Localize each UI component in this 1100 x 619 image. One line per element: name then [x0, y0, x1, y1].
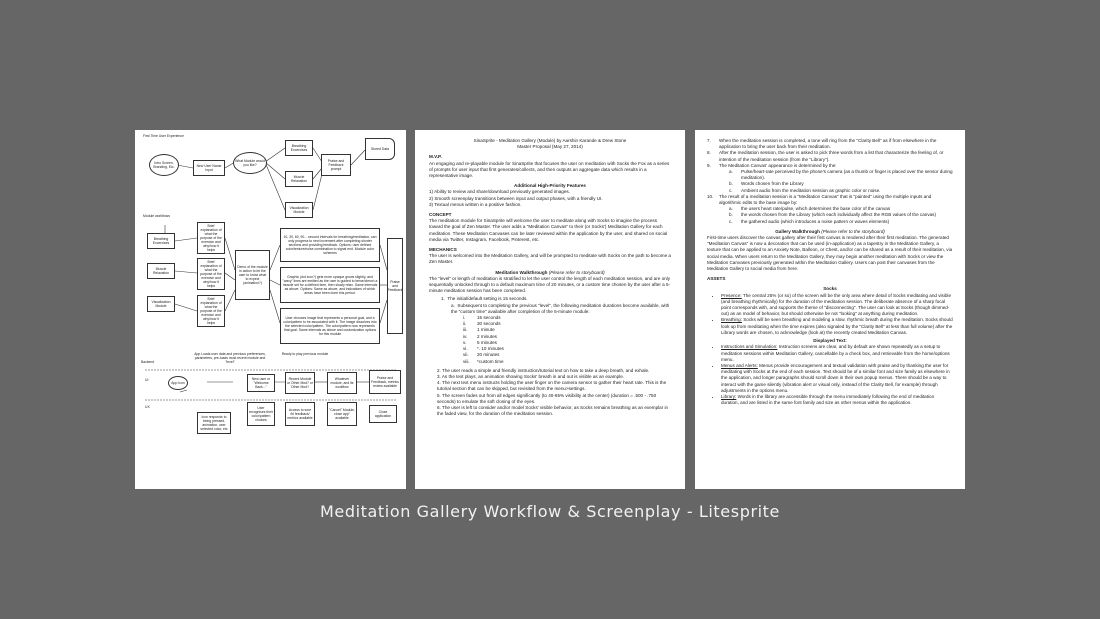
- app-icon-node: App Icon: [168, 376, 188, 390]
- duration-label: 2 minutes: [477, 333, 497, 339]
- concept-paragraph: The meditation module for SinaSprite will welcome the user to meditate along with Socks to imagine the process toward the goal of Zen Master. The user adds a "Meditation Canvas" to their (or Socks') Meditation Gallery for each meditation. These Meditation Canvases can be later reviewed within the application by the user, and shared on social media via Twitter, Instagram, Facebook, Pinterest, etc.: [429, 218, 668, 242]
- breathing-node: Breathing Excercises: [285, 140, 313, 156]
- duration-label: 30 seconds: [477, 321, 501, 327]
- displayed-text-heading: Displayed Text:: [813, 338, 847, 344]
- step-visual-node: User chooses image that represents a personal goal, and a color/pattern to be associated with it. The image dissolves into the selected color/pattern. The color/pattern now represents that goal. Same intervals as above and customization options for this module: [280, 308, 380, 344]
- numbered-item: [707, 138, 953, 150]
- displayed-bullet: [721, 394, 953, 406]
- mvp-heading: M.V.P.: [429, 154, 442, 160]
- step-list: [429, 368, 671, 418]
- praise-metrics-node: Praise and Feedback, metrics review available: [369, 370, 401, 394]
- socks-bullet-key: Breathing:: [721, 317, 742, 323]
- duration-item: [463, 359, 671, 365]
- numbered-item-text: The Meditation Canvas' appearance is determined by the:: [719, 162, 837, 168]
- duration-label: 15 seconds: [477, 315, 501, 321]
- sub-item: [729, 169, 953, 181]
- mechanics-heading: MECHANICS: [429, 247, 457, 253]
- duration-number: iii.: [463, 327, 468, 333]
- duration-label: 1 minute: [477, 327, 495, 333]
- feature-item: 3) Textual menus written in a positive fashion.: [429, 201, 522, 207]
- walkthrough-step: 5. The screen fades out from all edges significantly (to 40-65% visibility at the center) (duration = .500 - .750 seconds) to emulate the soft closing of the eyes.: [437, 392, 657, 404]
- brief-node-3: Brief explanation of what the purpose of the exercise and why/how it helps: [197, 295, 225, 327]
- duration-number: v.: [463, 339, 467, 345]
- recent-module-node: Recent Module or Other Mod? or Other Mod?: [285, 372, 315, 394]
- workflow-breathing-node: Breathing Excercises: [147, 233, 175, 249]
- numbered-item-number: 8.: [707, 150, 711, 156]
- displayed-bullet-text: Words in the library are accessible through the menu immediately following the end of meditation duration, and are listed in the same font family and size as other menus within the application.: [721, 393, 935, 406]
- numbered-item-10: [707, 194, 953, 206]
- sub-item-number: c.: [729, 218, 733, 224]
- page-caption: Meditation Gallery Workflow & Screenplay - Litesprite: [320, 502, 780, 521]
- stored-data-node: Stored Data: [365, 138, 395, 160]
- brief-node-1: Brief explanation of what the purpose of the exercise and why/how it helps: [197, 222, 225, 254]
- cancel-module-node: "Cancel" Module, close app" available: [327, 402, 357, 426]
- feature-item: 2) Smooth screenplay transitions between input and output phases, with a friendly UI.: [429, 195, 603, 201]
- socks-bullet-text: The central 25% (or so) of the screen will be the only area where detail of Socks meditating and visible (and breathing rhythmically) for the duration of the meditation session. The deliberate absence of a sharp focal point corresponds with, and supports the theme of "disconnecting". The user can look at Socks (though dimmed-out) as an model of behavior, but should otherwise be not "looking" at anything during meditation.: [721, 292, 951, 317]
- feature-item: 1) Ability to review and share/download previously generated images.: [429, 189, 570, 195]
- socks-heading: Socks: [823, 286, 837, 292]
- assets-heading: ASSETS: [707, 276, 726, 282]
- close-app-node: Close application: [369, 405, 397, 423]
- app-loads-text: App Loads user data and previous preferences, parameters, pre-loads most recent module and "level": [194, 352, 266, 364]
- sub-item-number: a.: [729, 169, 733, 175]
- duration-number: ii.: [463, 321, 467, 327]
- displayed-bullet-text: Menus provide encouragement and textual validation with praise and by thanking the user for meditating with Socks at the end of each session. Text should be of a similar font and size family as elsewhere in the application, and longer paragraphs should scroll down in their own popup menus. There should be a way to interact with the game silently (vibration alert or visual only, instead of the Clarity Bell, for example) through adjustments in the options menu.: [721, 362, 950, 393]
- proposal-title: SinaSprite - Meditation Gallery (Module) by Aarshin Karande & Drew Stone: [473, 138, 627, 143]
- sub-item-text: Pulse/heart-rate perceived by the phone's camera (as a thumb or finger is placed over the sensor during meditation).: [741, 169, 953, 181]
- walkthrough-step: 6. The user is left to consider and/or model Socks' visible behavior, as Socks remains breathing as an exemplar in the faded view, for the duration of the meditation session.: [437, 404, 669, 417]
- walkthrough-step: 2. The user reads a simple and friendly instruction/tutorial text on how to take a deep breath, and exhale.: [437, 367, 650, 373]
- brief-node-2: Brief explanation of what the purpose of the exercise and why/how it helps: [197, 258, 225, 290]
- numbered-item: [707, 150, 953, 162]
- praise-prompt-node: Praise and Feedback prompt: [321, 154, 351, 176]
- walkthrough-step: 4. The next text menu instructs holding the user finger on the camera sensor to gather their heart rate. This is the tutorial section that can be skipped, but revisited from the menu>settings.: [437, 380, 667, 392]
- visualization-node: Visualization Module: [285, 202, 313, 218]
- module-workflows-heading: Module workflows: [143, 214, 170, 218]
- concept-heading: CONCEPT: [429, 212, 452, 218]
- proposal-page: [415, 130, 685, 489]
- access-metrics-node: Access to sore /bl feedback/ metrics available: [285, 402, 315, 426]
- backend-label: Backend: [141, 360, 155, 364]
- duration-number: vi.: [463, 346, 468, 352]
- mvp-paragraph: An engaging and re-playable module for SinaSprite that focuses the user on meditation with Socks the Fox as a series of prompts for user input that first generates/collects, and then outputs an aggregate data which results in a representative image.: [429, 160, 670, 179]
- duration-number: viii.: [463, 358, 470, 364]
- gallery-note: (Please refer to the storyboard): [821, 228, 885, 234]
- step-breathing-node: 10, 30, 60, 90... second intervals for breathing/meditation, can only progress to next increment after completing shorter sections and providing feedback. Options: user defined color/texture/noise combination to signal end. Module color schemes: [280, 228, 380, 262]
- socks-bullet: [721, 317, 953, 336]
- duration-list: [429, 315, 671, 365]
- icon-responds-node: Icon responds to being pressed, animation, user selected color, etc: [197, 412, 231, 434]
- socks-bullet-key: Presence:: [721, 292, 742, 298]
- new-user-node: New User Name Input: [193, 160, 225, 176]
- numbered-item-number: 10.: [707, 193, 714, 199]
- sub-item-number: c.: [729, 187, 733, 193]
- walkthrough-paragraph: The "level" or length of meditation is stratified to let the user control the length of each meditation session, and are only sequentially unlocked through to a default maximum time of 20 minutes, or a custom time chosen by the user after a 5-minute meditation session has been completed.: [429, 275, 671, 294]
- workflow-muscle-node: Muscle Relaxation: [147, 263, 175, 279]
- numbered-item-text: After the meditation session, the user is asked to pick three words from a list that characterize the feeling of, or intention of the meditation session (from the "Library").: [719, 150, 944, 162]
- ui-label: UI: [145, 378, 149, 382]
- new-user-ui-node: New user or "Welcome Back...": [247, 374, 275, 392]
- sub-item-text: the gathered audio (which introduces a noise pattern or waves elements): [741, 218, 890, 224]
- canvas-result-list: [707, 206, 953, 225]
- step-muscle-node: Graphic (dot icon?) gets more opaque grows slightly, and "wavy" lines are emitted as the user is guided to tense/clench a muscle set for a defined time, then slowly relax. Same intervals as above. Options: Same as above, and indications of which areas have been done this period.: [280, 267, 380, 303]
- duration-number: iv.: [463, 333, 468, 339]
- features-heading: Additional High-Priority Features: [514, 183, 586, 189]
- ready-text: Ready to play previous module: [281, 352, 329, 356]
- displayed-bullet-key: Library:: [721, 393, 737, 399]
- demo-node: Demo of the module in action to let the user to know what to expect (animation?): [235, 250, 270, 300]
- intro-screen-node: Intro Screen, Branding, Etc.: [149, 154, 179, 176]
- displayed-bullet: [721, 344, 953, 363]
- gallery-title: Gallery Walkthrough: [775, 228, 820, 234]
- whatever-module-node: Whatever module, and its workflow: [327, 372, 357, 394]
- displayed-bullet-text: Instruction screens are clear, and by default are shown repeatedly as a setup to meditation sessions within Meditation Gallery, cancellable by a check box, and retrievable from the home/options menu.: [721, 344, 950, 362]
- sub-item-text: Ambient audio from the meditation session as graphic color or noise.: [741, 187, 881, 193]
- displayed-bullet-key: Menus and Alerts:: [721, 362, 758, 368]
- numbered-item-text: When the meditation session is completed, a tone will ring from the "Clarity Bell" as if from elsewhere in the application to bring the user back from their meditation.: [719, 138, 937, 150]
- displayed-bullet: [721, 363, 953, 394]
- walkthrough-title: Meditation Walkthrough: [495, 269, 548, 275]
- numbered-item-number: 9.: [707, 162, 711, 168]
- sub-item-number: b.: [729, 212, 733, 218]
- sub-item-text: the words chosen from the Library (which each individually affect the RGB values of the canvas): [741, 212, 936, 218]
- workflow-visual-node: Visualization Module: [147, 296, 175, 312]
- first-time-heading: First Time User Experience: [143, 134, 184, 138]
- walkthrough-note: (Please refer to storyboard): [548, 269, 605, 275]
- numbered-list: [707, 138, 953, 169]
- what-module-node: What Module would you like?: [233, 152, 267, 174]
- sub-item-text: Words chosen from the Library: [741, 181, 804, 187]
- displayed-text-list: [707, 344, 953, 406]
- step-1: 1. The initial/default setting is 15 seconds.: [441, 296, 528, 302]
- socks-bullet: [721, 293, 953, 318]
- gallery-paragraph: First-time users discover the canvas gallery after their first canvas is rendered after their first meditation. The generated "Meditation Canvas" is now a decoration that can be used (in-application) as a tapestry in the Meditation Gallery, a texture that can be applied to an Anxiety Note, Balloon, or Chest, and/or can be shared as a result of their meditation, via social media. When users return to the Meditation Gallery, they may begin another meditation with Socks or view the Meditation Canvases previously generated within the Meditation Gallery. Users can post their canvases from the Meditation Gallery to social media from here.: [707, 235, 953, 272]
- socks-list: [707, 293, 953, 336]
- step-1a: a. Subsequent to completing the previous "level", the following meditation durations become available, with the "custom time" available after completion of the 5-minute module:: [451, 302, 670, 314]
- numbered-item-text: The result of a meditation session is a "Meditation Canvas" that is "painted" using the multiple inputs and algorithmic edits to the base image by:: [719, 193, 932, 206]
- sub-item-number: b.: [729, 181, 733, 187]
- numbered-item: [707, 194, 953, 206]
- displayed-bullet-key: Instructions and Simulation:: [721, 344, 778, 350]
- ux-label: UX: [145, 405, 150, 409]
- duration-label: 5 minutes: [477, 339, 497, 345]
- assets-page: [695, 130, 965, 489]
- proposal-subtitle: Master Proposal (May 27, 2014): [517, 144, 583, 150]
- muscle-node: Muscle Relaxation: [285, 171, 313, 187]
- duration-label: *. 10 minutes: [477, 346, 504, 352]
- socks-bullet-text: Socks will be seen breathing and modeling a slow, rhythmic breath during the meditation. Socks should look up from meditating when the time expires (also signaled by the "Clarity Bell" at less than full volume) after the Library words are chosen, to acknowledge (look at) the recently created Meditation Canvas.: [721, 317, 953, 335]
- sub-item-text: the users heart rate/pulse, which determines the base color of the canvas: [741, 206, 891, 212]
- canvas-appearance-list: [707, 169, 953, 194]
- duration-number: vii.: [463, 352, 469, 358]
- sub-item: [729, 219, 953, 225]
- mechanics-paragraph: The user is welcomed into the Meditation Gallery, and will be prompted to meditate with Socks on the path to become a Zen Master.: [429, 253, 671, 265]
- duration-number: i.: [463, 315, 466, 321]
- duration-label: 20 minutes: [477, 352, 500, 358]
- user-recognises-node: User recognises their color/pattern choices: [247, 402, 275, 426]
- duration-label: *custom time: [477, 358, 504, 364]
- sub-item-number: a.: [729, 206, 733, 212]
- praise-feedback-node: Praise and Feedback: [387, 238, 403, 334]
- walkthrough-step: 3. As the text plays, an animation showing Socks' breath in and out is visible as an example.: [437, 373, 625, 379]
- workflow-page: [135, 130, 406, 489]
- numbered-item-number: 7.: [707, 138, 711, 143]
